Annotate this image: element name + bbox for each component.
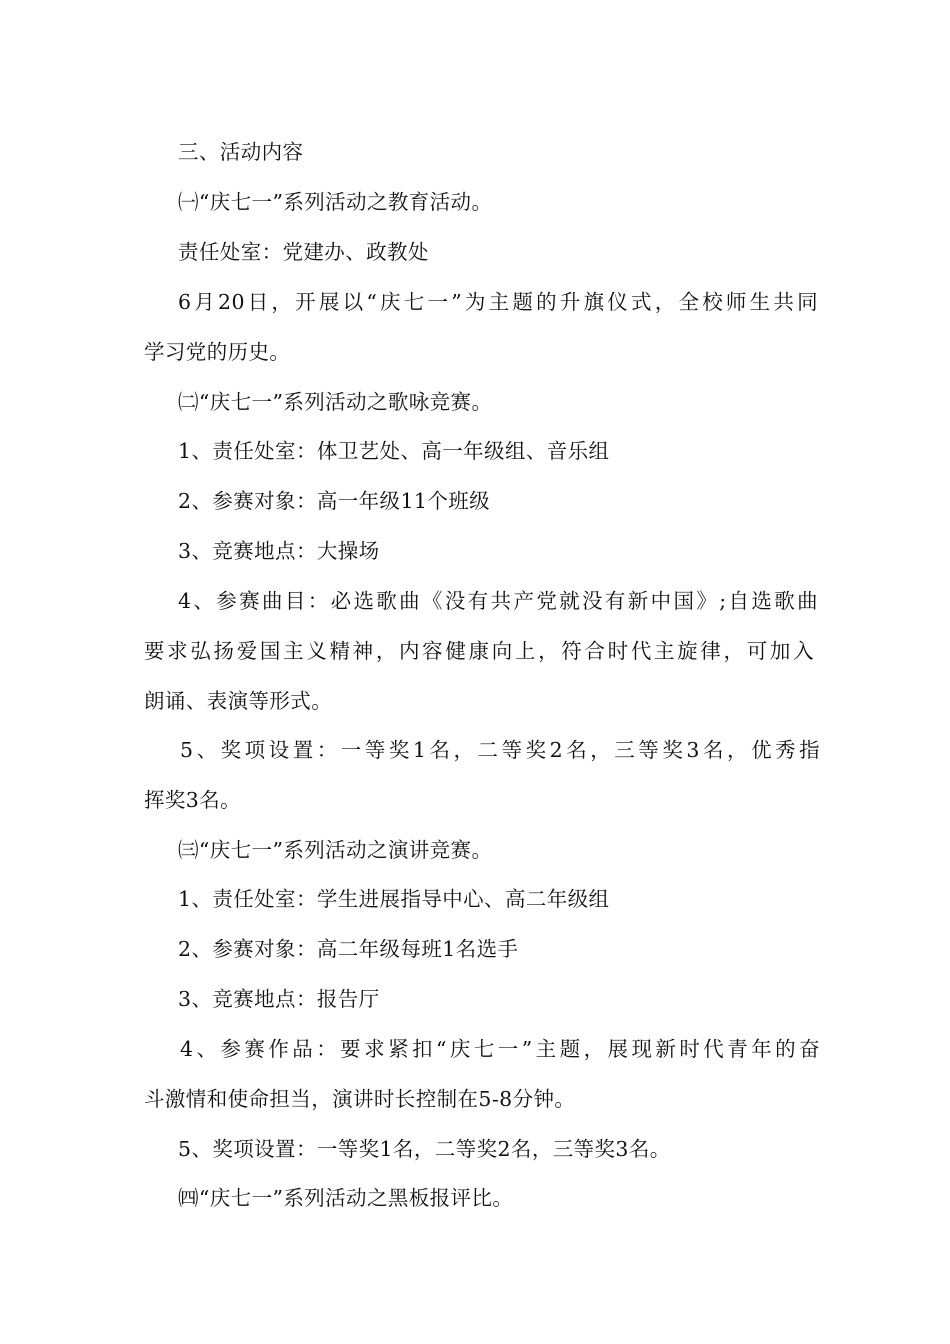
list-item: 4、参赛曲目：必选歌曲《没有共产党就没有新中国》;自选歌曲 [178,589,818,613]
subsection-heading: ㈠“庆七一”系列活动之教育活动。 [178,190,493,214]
list-item: 4、参赛作品：要求紧扣“庆七一”主题，展现新时代青年的奋 [180,1037,820,1061]
subsection-heading: ㈣“庆七一”系列活动之黑板报评比。 [178,1186,514,1210]
subsection-heading: ㈡“庆七一”系列活动之歌咏竞赛。 [178,390,493,414]
paragraph: 责任处室：党建办、政教处 [178,240,429,264]
list-item: 5、奖项设置：一等奖1名，二等奖2名，三等奖3名，优秀指 [180,738,820,762]
paragraph: 斗激情和使命担当，演讲时长控制在5-8分钟。 [144,1087,576,1111]
section-heading: 三、活动内容 [178,140,304,164]
paragraph: 朗诵、表演等形式。 [144,689,333,713]
paragraph: 6月20日，开展以“庆七一”为主题的升旗仪式，全校师生共同 [178,290,818,314]
list-item: 1、责任处室：学生进展指导中心、高二年级组 [178,887,610,911]
list-item: 5、奖项设置：一等奖1名，二等奖2名，三等奖3名。 [178,1137,671,1161]
paragraph: 学习党的历史。 [144,340,291,364]
list-item: 3、竞赛地点：报告厅 [178,987,380,1011]
list-item: 3、竞赛地点：大操场 [178,539,380,563]
paragraph: 挥奖3名。 [144,788,242,812]
list-item: 2、参赛对象：高一年级11个班级 [178,489,491,513]
subsection-heading: ㈢“庆七一”系列活动之演讲竞赛。 [178,838,493,862]
paragraph: 要求弘扬爱国主义精神，内容健康向上，符合时代主旋律，可加入 [144,639,814,663]
list-item: 2、参赛对象：高二年级每班1名选手 [178,937,519,961]
list-item: 1、责任处室：体卫艺处、高一年级组、音乐组 [178,439,610,463]
